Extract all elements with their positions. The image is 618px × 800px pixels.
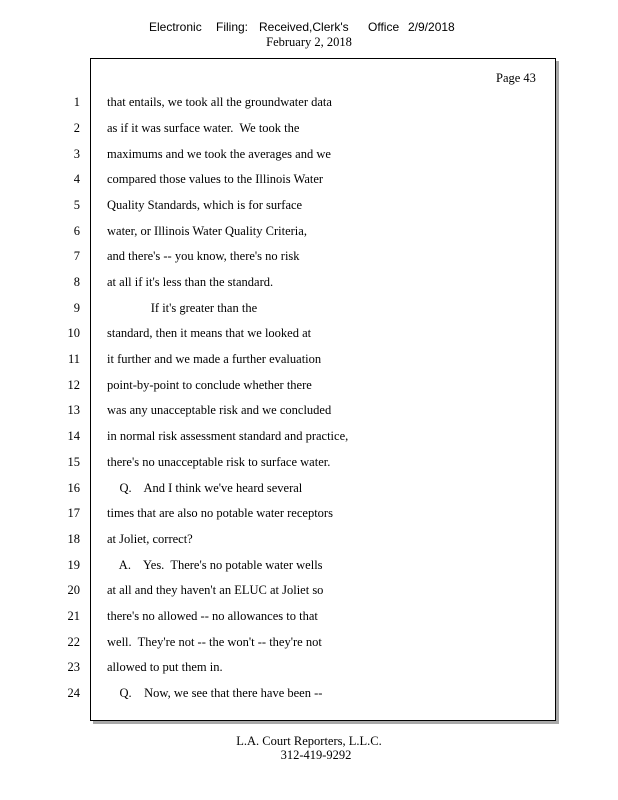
line-number: 3 xyxy=(73,147,80,161)
line-text: Quality Standards, which is for surface xyxy=(107,198,303,212)
line-number: 23 xyxy=(67,660,80,674)
line-number: 6 xyxy=(73,224,80,238)
line-text: there's no allowed -- no allowances to that xyxy=(107,609,318,623)
line-text: at all if it's less than the standard. xyxy=(107,275,274,289)
filing-stamp-word: Electronic xyxy=(149,20,202,34)
line-text: If it's greater than the xyxy=(107,301,258,315)
line-text: in normal risk assessment standard and practice, xyxy=(107,429,349,443)
line-number: 19 xyxy=(67,558,80,572)
line-text: as if it was surface water. We took the xyxy=(107,121,300,135)
line-number: 24 xyxy=(67,686,80,700)
filing-stamp-word: Filing: xyxy=(216,20,249,34)
line-number: 11 xyxy=(67,352,80,366)
line-number: 18 xyxy=(67,532,80,546)
line-number: 12 xyxy=(67,378,80,392)
line-text: well. They're not -- the won't -- they're not xyxy=(107,635,322,649)
line-number: 7 xyxy=(73,249,80,263)
line-text: there's no unacceptable risk to surface water. xyxy=(107,455,331,469)
line-number: 16 xyxy=(67,481,80,495)
line-number: 13 xyxy=(67,403,80,417)
line-number: 2 xyxy=(73,121,80,135)
line-text: at all and they haven't an ELUC at Joliet so xyxy=(107,583,324,597)
line-text: A. Yes. There's no potable water wells xyxy=(107,558,323,572)
line-text: at Joliet, correct? xyxy=(107,532,193,546)
line-text: compared those values to the Illinois Water xyxy=(107,172,324,186)
line-number: 14 xyxy=(67,429,80,443)
filing-stamp-word: Office xyxy=(368,20,400,34)
line-number: 1 xyxy=(73,95,80,109)
line-text: Q. Now, we see that there have been -- xyxy=(107,686,323,700)
filing-stamp-word: Received,Clerk's xyxy=(259,20,349,34)
line-text: it further and we made a further evaluation xyxy=(107,352,322,366)
line-number: 17 xyxy=(67,506,80,520)
line-number: 4 xyxy=(73,172,80,186)
line-text: allowed to put them in. xyxy=(107,660,223,674)
line-number: 8 xyxy=(73,275,80,289)
line-number: 15 xyxy=(67,455,80,469)
line-number: 10 xyxy=(67,326,80,340)
page-number: Page 43 xyxy=(496,71,536,85)
transcript-date xyxy=(0,35,618,50)
footer-company: L.A. Court Reporters, L.L.C. xyxy=(236,734,382,748)
filing-stamp-date: 2/9/2018 xyxy=(408,20,455,34)
line-text: water, or Illinois Water Quality Criteria, xyxy=(107,224,307,238)
line-number: 22 xyxy=(67,635,80,649)
line-text: times that are also no potable water receptors xyxy=(107,506,333,520)
line-text: maximums and we took the averages and we xyxy=(107,147,331,161)
line-number: 21 xyxy=(67,609,80,623)
line-text: that entails, we took all the groundwater data xyxy=(107,95,332,109)
line-text: standard, then it means that we looked at xyxy=(107,326,312,340)
line-text: Q. And I think we've heard several xyxy=(107,481,303,495)
footer-phone: 312-419-9292 xyxy=(280,748,352,762)
transcript-date-text: February 2, 2018 xyxy=(266,35,352,49)
line-number: 9 xyxy=(73,301,80,315)
line-text: was any unacceptable risk and we concluded xyxy=(107,403,332,417)
line-text: point-by-point to conclude whether there xyxy=(107,378,312,392)
line-text: and there's -- you know, there's no risk xyxy=(107,249,300,263)
line-number: 5 xyxy=(73,198,80,212)
line-number: 20 xyxy=(67,583,80,597)
electronic-filing-stamp xyxy=(0,20,618,36)
